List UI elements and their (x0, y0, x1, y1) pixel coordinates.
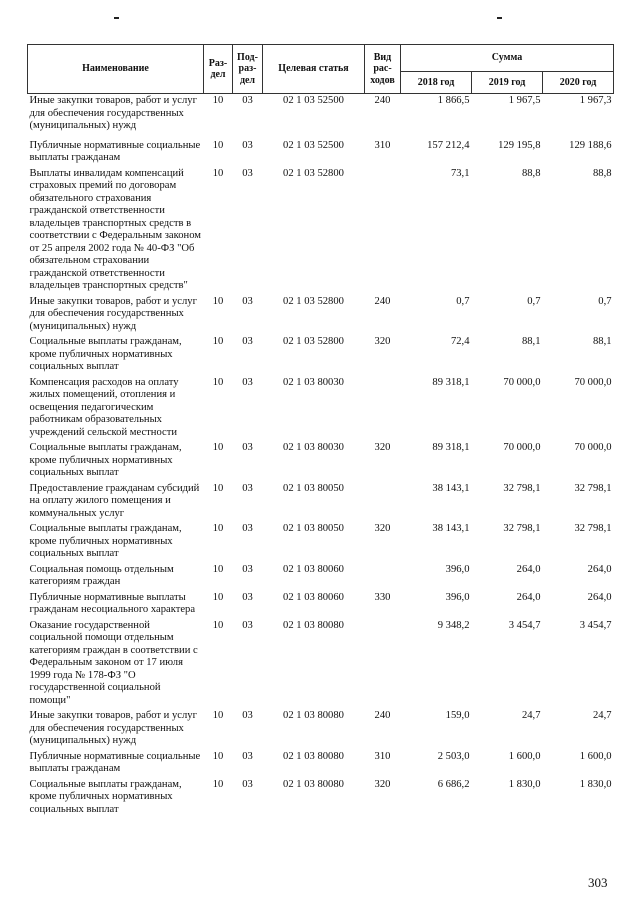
cell-podrazdel: 03 (242, 778, 253, 790)
cell-name: Публичные нормативные социальные выплаты гражданам (29, 139, 201, 163)
cell-y2018: 159,0 (445, 710, 470, 721)
cell-y2019: 1 600,0 (508, 750, 541, 762)
cell-y2018: 157 212,4 (427, 139, 470, 151)
cell-target: 02 1 03 52500 (283, 95, 344, 106)
cell-razdel: 10 (212, 710, 224, 721)
table-row (28, 707, 614, 748)
cell-razdel: 10 (212, 336, 224, 347)
cell-razdel: 10 (212, 619, 224, 631)
cell-y2018: 89 318,1 (432, 376, 470, 388)
cell-target: 02 1 03 80050 (283, 482, 344, 494)
cell-podrazdel: 03 (242, 523, 253, 534)
cell-target: 02 1 03 80030 (283, 376, 344, 388)
cell-y2018: 396,0 (445, 563, 470, 575)
cell-target: 02 1 03 80080 (283, 778, 344, 790)
cell-y2019: 24,7 (521, 710, 541, 721)
cell-y2018: 2 503,0 (437, 750, 470, 762)
cell-target: 02 1 03 80030 (283, 442, 344, 453)
table-row (28, 480, 614, 521)
cell-y2020: 70 000,0 (574, 376, 612, 388)
top-mark-right (497, 17, 502, 19)
cell-vid: 330 (374, 591, 391, 603)
cell-target: 02 1 03 80050 (283, 523, 344, 534)
cell-y2020: 129 188,6 (569, 139, 612, 151)
header-razdel: Раз- дел (204, 45, 233, 94)
cell-y2020: 32 798,1 (574, 523, 612, 534)
cell-podrazdel: 03 (242, 95, 253, 106)
cell-razdel: 10 (212, 778, 224, 790)
cell-name: Иные закупки товаров, работ и услуг для обеспечения государственных (муниципальных) нужд (29, 710, 197, 746)
cell-y2020: 24,7 (592, 710, 612, 721)
cell-razdel: 10 (212, 139, 224, 151)
cell-podrazdel: 03 (242, 591, 253, 603)
cell-name: Социальные выплаты гражданам, кроме публичных нормативных социальных выплат (29, 442, 182, 478)
cell-y2019: 32 798,1 (503, 523, 541, 534)
cell-razdel: 10 (212, 442, 224, 453)
cell-podrazdel: 03 (242, 376, 253, 388)
cell-podrazdel: 03 (242, 563, 253, 575)
cell-razdel: 10 (212, 167, 224, 179)
cell-razdel: 10 (212, 750, 224, 762)
cell-y2019: 88,1 (521, 336, 541, 347)
cell-vid (365, 617, 401, 708)
header-year-2020: 2020 год (543, 72, 614, 94)
header-name: Наименование (28, 45, 204, 94)
cell-y2019: 1 967,5 (508, 95, 541, 106)
cell-razdel: 10 (212, 563, 224, 575)
table-row (28, 439, 614, 480)
header-year-2019: 2019 год (472, 72, 543, 94)
cell-y2018: 38 143,1 (432, 523, 470, 534)
cell-vid: 320 (374, 523, 391, 534)
cell-target: 02 1 03 52800 (283, 336, 344, 347)
table-row (28, 561, 614, 589)
cell-razdel: 10 (212, 95, 224, 106)
cell-y2018: 1 866,5 (437, 95, 470, 106)
cell-target: 02 1 03 80080 (283, 710, 344, 721)
table-header (28, 45, 614, 94)
table-row (28, 776, 614, 817)
cell-y2018: 89 318,1 (432, 442, 470, 453)
cell-vid (365, 374, 401, 440)
cell-y2019: 0,7 (527, 295, 541, 307)
header-vid: Вид рас- ходов (365, 45, 401, 94)
cell-podrazdel: 03 (242, 139, 253, 151)
cell-target: 02 1 03 80060 (283, 563, 344, 575)
cell-podrazdel: 03 (242, 442, 253, 453)
cell-target: 02 1 03 52800 (283, 295, 344, 307)
cell-name: Социальная помощь отдельным категориям граждан (29, 563, 174, 587)
cell-vid: 320 (374, 442, 391, 453)
cell-target: 02 1 03 80060 (283, 591, 344, 603)
table-row (28, 333, 614, 374)
cell-y2018: 72,4 (450, 336, 470, 347)
cell-y2020: 1 967,3 (579, 95, 612, 106)
cell-y2020: 264,0 (587, 591, 612, 603)
cell-name: Публичные нормативные социальные выплаты гражданам (29, 750, 201, 774)
header-target: Целевая статья (263, 45, 365, 94)
page-number: 303 (588, 875, 608, 890)
cell-vid: 240 (374, 710, 391, 721)
cell-vid: 310 (374, 750, 391, 762)
cell-target: 02 1 03 80080 (283, 619, 344, 631)
cell-podrazdel: 03 (242, 295, 253, 307)
cell-vid: 240 (374, 295, 391, 307)
cell-y2018: 396,0 (445, 591, 470, 603)
cell-y2020: 88,1 (592, 336, 612, 347)
cell-name: Выплаты инвалидам компенсаций страховых премий по договорам обязательного страхования гражданской ответственности владельцев транспортных средств в соответствии с Федеральным законом от 25 апреля 2002 года № 40-ФЗ "Об обязательном страховании гражданской ответственности владельцев транспортных средств" (29, 167, 201, 291)
cell-y2019: 3 454,7 (508, 619, 541, 631)
table-row (28, 293, 614, 334)
cell-podrazdel: 03 (242, 482, 253, 494)
cell-razdel: 10 (212, 376, 224, 388)
header-year-2018: 2018 год (401, 72, 472, 94)
cell-podrazdel: 03 (242, 710, 253, 721)
cell-y2020: 88,8 (592, 167, 612, 179)
cell-y2019: 129 195,8 (498, 139, 541, 151)
budget-table (27, 44, 614, 816)
header-podrazdel: Под- раз- дел (233, 45, 263, 94)
cell-target: 02 1 03 52800 (283, 167, 344, 179)
table-body (28, 94, 614, 817)
cell-y2020: 32 798,1 (574, 482, 612, 494)
cell-name: Компенсация расходов на оплату жилых помещений, отопления и освещения педагогическим работникам образовательных учреждений сельской местности (29, 376, 179, 438)
cell-podrazdel: 03 (242, 167, 253, 179)
cell-target: 02 1 03 52500 (283, 139, 344, 151)
table-row (28, 165, 614, 293)
cell-podrazdel: 03 (242, 750, 253, 762)
cell-y2019: 264,0 (516, 591, 541, 603)
cell-y2020: 264,0 (587, 563, 612, 575)
cell-razdel: 10 (212, 482, 224, 494)
cell-name: Социальные выплаты гражданам, кроме публичных нормативных социальных выплат (29, 778, 182, 815)
cell-y2018: 38 143,1 (432, 482, 470, 494)
cell-y2020: 70 000,0 (574, 442, 612, 453)
cell-vid: 320 (374, 778, 391, 790)
table-row (28, 133, 614, 165)
cell-y2018: 6 686,2 (437, 778, 470, 790)
cell-y2018: 9 348,2 (437, 619, 470, 631)
cell-name: Публичные нормативные выплаты гражданам несоциального характера (29, 591, 196, 615)
cell-y2019: 264,0 (516, 563, 541, 575)
cell-y2020: 0,7 (598, 295, 612, 307)
cell-y2020: 1 600,0 (579, 750, 612, 762)
cell-razdel: 10 (212, 523, 224, 534)
cell-vid: 240 (374, 95, 391, 106)
cell-target: 02 1 03 80080 (283, 750, 344, 762)
cell-podrazdel: 03 (242, 336, 253, 347)
cell-y2019: 88,8 (521, 167, 541, 179)
table-row (28, 748, 614, 776)
cell-vid (365, 561, 401, 589)
table-row (28, 617, 614, 708)
table-row (28, 374, 614, 440)
table-row (28, 520, 614, 561)
cell-razdel: 10 (212, 591, 224, 603)
cell-y2019: 32 798,1 (503, 482, 541, 494)
cell-name: Предоставление гражданам субсидий на оплату жилого помещения и коммунальных услуг (29, 482, 200, 519)
table-row (28, 589, 614, 617)
cell-podrazdel: 03 (242, 619, 253, 631)
cell-name: Иные закупки товаров, работ и услуг для обеспечения государственных (муниципальных) нужд (29, 95, 197, 131)
cell-name: Социальные выплаты гражданам, кроме публичных нормативных социальных выплат (29, 336, 182, 372)
cell-y2018: 73,1 (450, 167, 470, 179)
cell-name: Социальные выплаты гражданам, кроме публичных нормативных социальных выплат (29, 523, 182, 559)
table-row (28, 94, 614, 133)
cell-y2020: 1 830,0 (579, 778, 612, 790)
cell-vid (365, 480, 401, 521)
cell-name: Иные закупки товаров, работ и услуг для обеспечения государственных (муниципальных) нужд (29, 295, 197, 332)
cell-y2020: 3 454,7 (579, 619, 612, 631)
top-mark-left (114, 17, 119, 19)
cell-y2019: 70 000,0 (503, 376, 541, 388)
cell-y2019: 70 000,0 (503, 442, 541, 453)
cell-name: Оказание государственной социальной помощи отдельным категориям граждан в соответствии с Федеральным законом от 17 июля 1999 года № 178-ФЗ "О государственной социальной помощи" (29, 619, 198, 706)
cell-y2019: 1 830,0 (508, 778, 541, 790)
cell-vid: 310 (374, 139, 391, 151)
cell-vid: 320 (374, 336, 391, 347)
header-sum: Сумма (401, 45, 614, 72)
cell-y2018: 0,7 (456, 295, 470, 307)
cell-razdel: 10 (212, 295, 224, 307)
cell-vid (365, 165, 401, 293)
